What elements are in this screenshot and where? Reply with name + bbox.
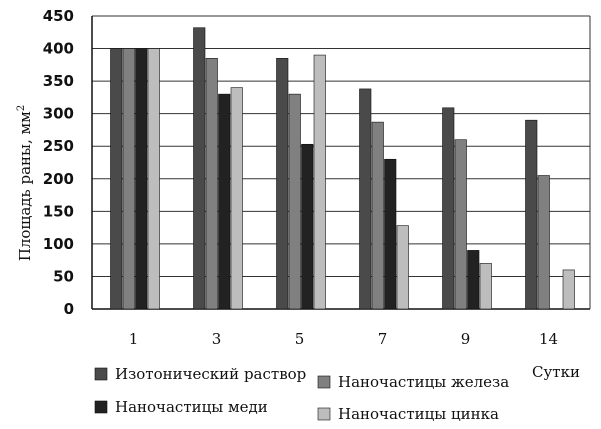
bar [136, 49, 148, 309]
legend-label: Наночастицы железа [338, 373, 510, 391]
bar [314, 55, 326, 309]
y-tick-label: 150 [42, 202, 74, 221]
x-tick-label: 1 [128, 330, 139, 348]
legend-swatch [95, 368, 107, 380]
legend-label: Наночастицы цинка [338, 405, 499, 423]
bar [194, 28, 206, 309]
x-tick-label: 5 [294, 330, 305, 348]
bar [277, 58, 289, 309]
y-axis-title: Площадь раны, $мм^2$ [16, 104, 34, 262]
x-tick-label: 3 [211, 330, 222, 348]
y-tick-label: 100 [42, 234, 74, 253]
x-tick-label: 14 [538, 330, 559, 348]
bar [206, 58, 218, 309]
bar [538, 176, 550, 309]
bar [443, 108, 455, 309]
bar [526, 120, 538, 309]
bar [231, 88, 243, 309]
bar [302, 144, 314, 309]
y-tick-label: 400 [42, 39, 74, 58]
bar [111, 49, 123, 309]
bar [468, 250, 480, 309]
y-tick-label: 300 [42, 104, 74, 123]
x-axis-title: Сутки [532, 363, 580, 381]
bar [289, 94, 301, 309]
legend-label: Изотонический раствор [115, 365, 307, 383]
bar [455, 140, 467, 309]
y-tick-label: 250 [42, 137, 74, 156]
legend-swatch [318, 408, 330, 420]
y-tick-label: 350 [42, 72, 74, 91]
bar [397, 226, 409, 309]
legend-label: Наночастицы меди [115, 398, 268, 416]
bar [360, 89, 372, 309]
legend-swatch [318, 376, 330, 388]
bar [563, 270, 575, 309]
x-tick-label: 7 [377, 330, 388, 348]
y-tick-label: 50 [53, 267, 74, 286]
legend-swatch [95, 401, 107, 413]
x-tick-label: 9 [460, 330, 471, 348]
bar [123, 49, 135, 309]
y-tick-label: 450 [42, 7, 74, 25]
y-tick-label: 0 [63, 300, 74, 318]
bar [372, 122, 384, 309]
y-tick-label: 200 [42, 169, 74, 188]
bar [480, 263, 492, 309]
bar [219, 94, 231, 309]
bar [148, 49, 160, 309]
bar [385, 159, 397, 309]
